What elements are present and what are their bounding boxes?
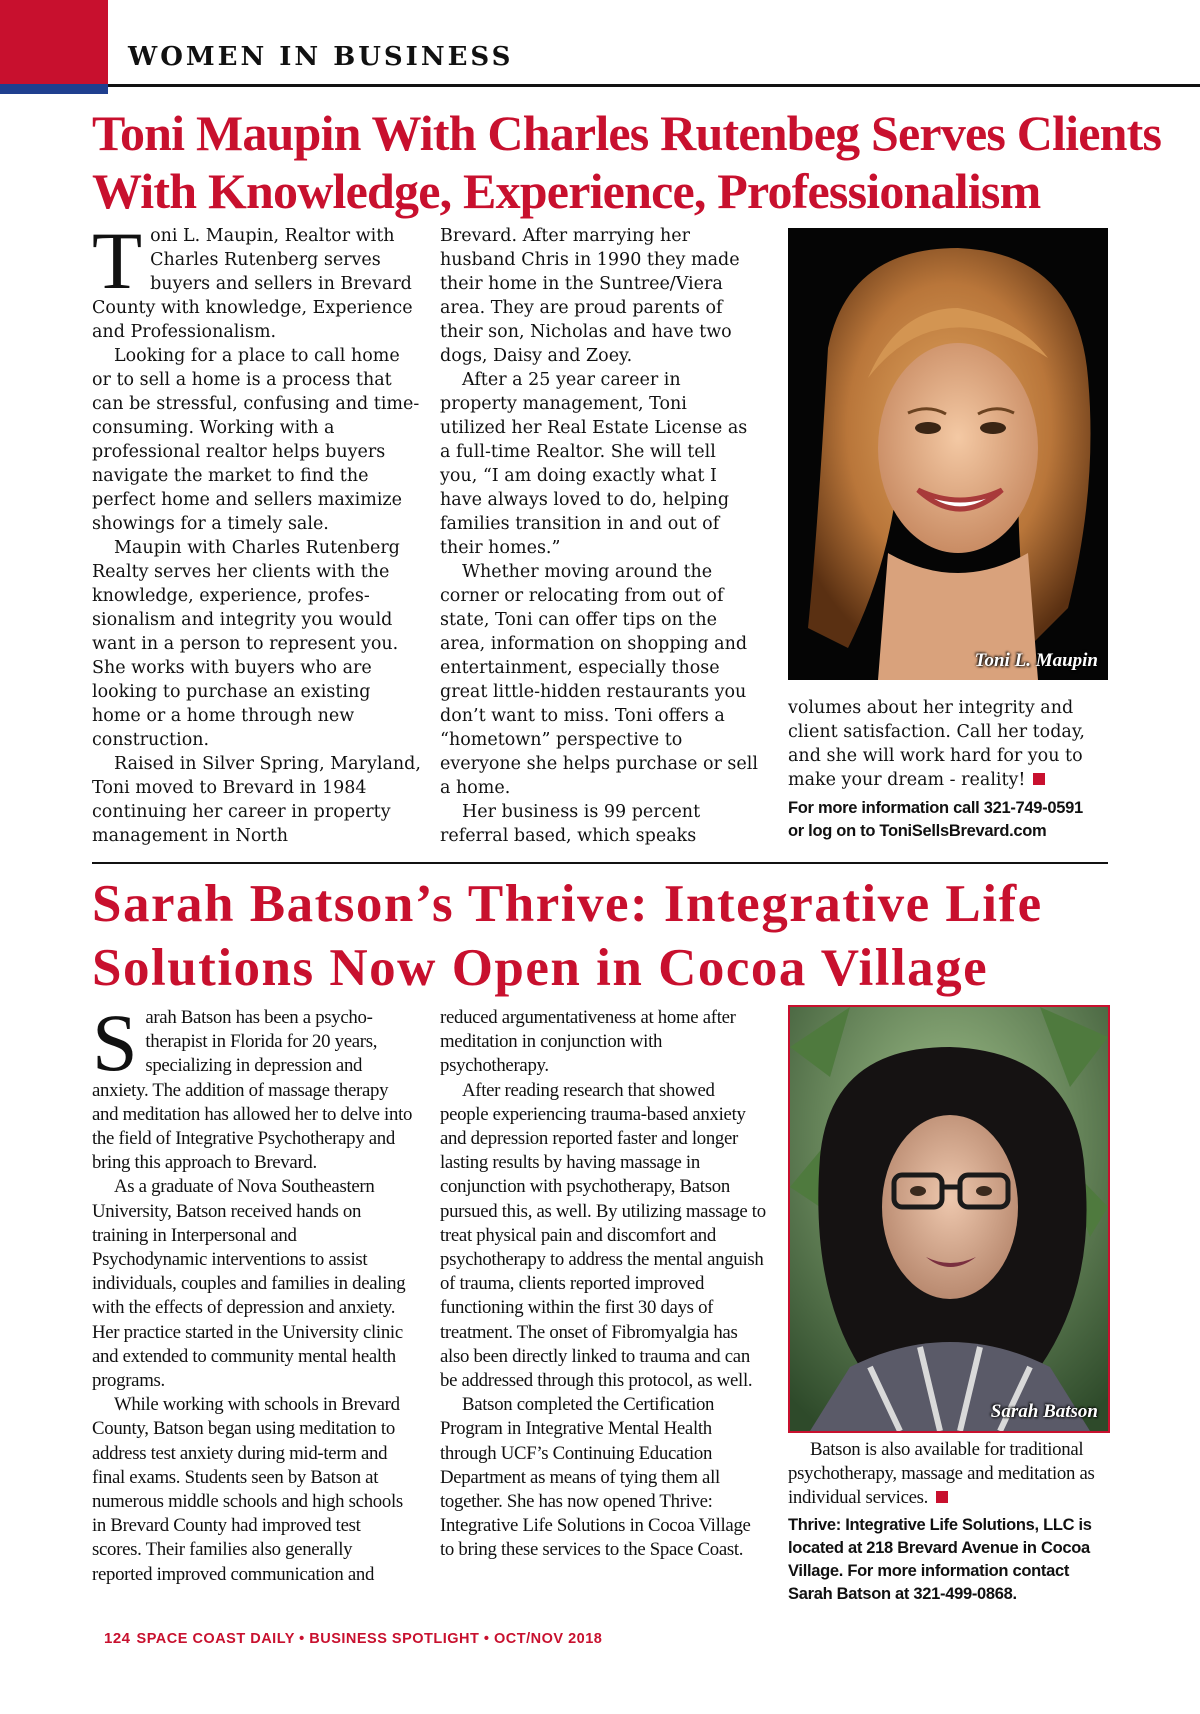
article2-column-2 [440,1006,766,1563]
article2-col2-p3: Batson completed the Certification Program in Integrative Mental Health through UCF’s Continuing Education Department as means of tying them all together. She has now opened Thrive: Integrative Life Solutions in Cocoa Village to bring these services to the Space Coast. [440,1394,751,1561]
article1-column-3 [788,696,1118,792]
article2-col2-p2: After reading research that showed people experiencing trauma-based anxiety and depression reported faster and longer lasting results by having massage in conjunction with psychotherapy, Batson pursued this, as well. By utilizing massage to treat physical pain and discomfort and psychotherapy to address the mental anguish of trauma, clients reported improved functioning within the first 30 days of treatment. The onset of Fibromyalgia has also been directly linked to trauma and can be addressed through this protocol, as well. [440,1079,766,1392]
article2-col1-p2: As a graduate of Nova Southeastern University, Batson received hands on training in Interpersonal and Psychodynamic interventions to assist individuals, couples and families in dealing with the effects of depression and anxiety. Her practice started in the University clinic and extended to community mental health programs. [92,1176,406,1392]
article1-column-1 [92,215,422,848]
article2-dropcap: S [92,997,138,1088]
toni-portrait-illustration [788,228,1108,680]
header-red-block [0,0,108,84]
article1-dropcap: T [92,215,143,306]
article1-col1-p4: Raised in Silver Spring, Maryland, Toni moved to Brevard in 1984 continuing her career in property management in North [92,754,421,846]
article1-contact [788,797,1118,843]
article1-headline-line1: Toni Maupin With Charles Rutenbeg Serves Clients [92,105,1162,161]
header-blue-stripe [0,84,108,94]
sarah-portrait-illustration [790,1007,1108,1431]
article1-column-2 [440,224,758,848]
article1-col2-p1: Brevard. After marrying her husband Chris in 1990 they made their home in the Suntree/Viera area. They are proud parents of their son, Nicholas and have two dogs, Daisy and Zoey. [440,226,740,366]
article1-col3-p1: volumes about her integrity and client satisfaction. Call her today, and she will work hard for you to make your dream - reality! [788,698,1085,790]
article1-col1-p2: Looking for a place to call home or to sell a home is a process that can be stressful, confusing and time-consuming. Working with a professional realtor helps buyers navigate the market to find the perfect home and sellers maximize showings for a timely sale. [92,346,420,534]
article-divider [92,862,1108,864]
header-rule [108,84,1200,87]
article2-col1-p1: arah Batson has been a psychotherapist in Florida for 20 years, specializing in depression and anxiety. The addition of massage therapy and meditation has allowed her to delve into the field of Integrative Psychotherapy and bring this approach to Brevard. [92,1007,413,1174]
article2-col1-p3: While working with schools in Brevard County, Batson began using meditation to address test anxiety during mid-term and final exams. Students seen by Batson at numerous middle schools and high schools in Brevard County had improved test scores. Their families also generally reported improved communication and [92,1394,403,1585]
article2-column-3 [788,1438,1118,1511]
article2-col2-p1: reduced argumentativeness at home after meditation in conjunction with psychotherapy. [440,1007,736,1077]
sarah-batson-photo [788,1005,1110,1433]
sarah-photo-caption: Sarah Batson [990,1401,1098,1422]
article1-contact-line1: For more information call 321-749-0591 [788,799,1083,817]
toni-photo-caption: Toni L. Maupin [974,650,1098,671]
article1-headline-line2: With Knowledge, Experience, Professionalism [92,163,1041,219]
page-footer [104,1630,602,1647]
article2-col3-p1: Batson is also available for traditional psychotherapy, massage and meditation as individual services. [788,1439,1095,1509]
article2-headline-line2: Solutions Now Open in Cocoa Village [92,939,989,997]
footer-text: SPACE COAST DAILY • BUSINESS SPOTLIGHT • OCT/NOV 2018 [136,1631,603,1647]
article2-contact: Thrive: Integrative Life Solutions, LLC is located at 218 Brevard Avenue in Cocoa Village. For more information contact Sarah Batson at 321-499-0868. [788,1516,1092,1603]
article1-col1-p1: oni L. Maupin, Realtor with Charles Rutenberg serves buyers and sellers in Brevard County with knowledge, Experience and Professionalism. [92,226,413,342]
article1-col2-p4: Her business is 99 percent referral based, which speaks [440,802,701,846]
article2-column-1 [92,997,414,1587]
end-mark-icon [936,1491,948,1503]
toni-maupin-photo [788,228,1108,680]
article1-col2-p2: After a 25 year career in property management, Toni utilized her Real Estate License as a full-time Realtor. She will tell you, “I am doing exactly what I have always loved to do, helping families transition in and out of their homes.” [440,370,748,558]
article1-col2-p3: Whether moving around the corner or relocating from out of state, Toni can offer tips on the area, information on shopping and entertainment, especially those great little-hidden restaurants you don’t want to miss. Toni offers a “hometown” perspective to everyone she helps purchase or sell a home. [440,562,758,798]
article1-col1-p3: Maupin with Charles Rutenberg Realty serves her clients with the knowledge, experience, professionalism and integrity you would want in a person to represent you. She works with buyers who are looking to purchase an existing home or a home through new construction. [92,538,400,750]
article2-headline-line1: Sarah Batson’s Thrive: Integrative Life [92,875,1043,933]
section-label: WOMEN IN BUSINESS [128,42,514,72]
page-number: 124 [104,1630,131,1647]
end-mark-icon [1033,773,1045,785]
article1-contact-line2: or log on to ToniSellsBrevard.com [788,822,1047,840]
